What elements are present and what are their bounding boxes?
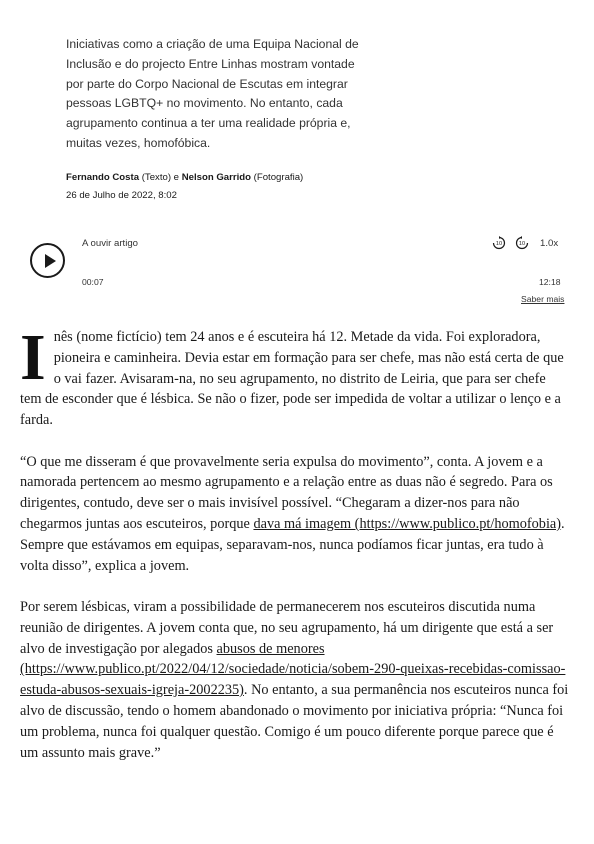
learn-more-link[interactable]: Saber mais	[521, 294, 565, 304]
lead-line: muitas vezes, homofóbica.	[66, 135, 211, 150]
paragraph-text: nês (nome fictício) tem 24 anos e é escuteira há 12. Metade da vida. Foi exploradora, pioneira e caminheira. Devia estar em formação para ser chefe, mas não está certa de que o vai fazer. Avisaram-na, no seu agrupamento, no distrito de Leiria, que para ser chefe tem de esconder que é lésbica. Se não o fizer, pode ser impedida de voltar a utilizar o lenço e a farda.	[20, 329, 564, 429]
total-time: 12:18	[539, 277, 561, 287]
author-role: (Texto) e	[139, 172, 182, 183]
inline-link-abusos[interactable]: abusos de menores (https://www.publico.pt/2022/04/12/sociedade/noticia/sobem-290-queixas-recebidas-comissao-estuda-abusos-sexuais-igreja-2002235)	[20, 640, 566, 699]
article-paragraph	[20, 597, 569, 763]
playback-speed-button[interactable]: 1.0x	[540, 238, 559, 249]
paragraph-text: . No entanto, a sua permanência nos escuteiros nunca foi alvo de discussão, tendo o homem abandonado o movimento por iniciativa própria: “Nunca foi um problema, nunca foi qualquer questão. Comigo é um pouco diferente porque parece que é um assunto mais grave.”	[20, 682, 569, 761]
player-label: A ouvir artigo	[82, 238, 138, 249]
inline-link-homofobia[interactable]: dava má imagem (https://www.publico.pt/homofobia)	[253, 515, 562, 532]
paragraph-text: Por serem lésbicas, viram a possibilidade de permanecerem nos escuteiros discutida numa reunião de dirigentes. A jovem conta que, no seu agrupamento, há um dirigente que está a ser alvo de investigação por alegados	[20, 598, 554, 657]
svg-text:10: 10	[495, 241, 503, 248]
article-body	[20, 321, 569, 784]
forward-10-icon[interactable]	[515, 236, 529, 250]
current-time: 00:07	[82, 277, 104, 287]
play-icon	[44, 254, 56, 268]
author-link[interactable]: Fernando Costa	[66, 172, 140, 183]
paragraph-text: . Sempre que estávamos em equipas, separavam-nos, nunca podíamos ficar juntas, era tudo à volta disso”, explica a jovem.	[20, 515, 565, 574]
lead-line: Iniciativas como a criação de uma Equipa Nacional de	[66, 37, 359, 51]
byline	[66, 172, 303, 183]
paragraph-text: “O que me disseram é que provavelmente seria expulsa do movimento”, conta. A jovem e a namorada pertencem ao mesmo agrupamento e a relação entre as duas não é segredo. Para os dirigentes, contudo, deve ser o mais invisível possível. “Chegaram a dizer-nos para não chegarmos juntas aos escuteiros, porque	[20, 453, 553, 532]
play-button[interactable]	[30, 243, 65, 278]
lead-line: Inclusão e do projecto Entre Linhas mostram vontade	[66, 56, 355, 71]
svg-text:10: 10	[518, 241, 526, 248]
article-paragraph	[20, 321, 569, 431]
lead-line: pessoas LGBTQ+ no movimento. No entanto, cada	[66, 96, 343, 111]
drop-cap: I	[20, 321, 46, 394]
article-paragraph	[20, 452, 569, 577]
author-role: (Fotografia)	[251, 172, 304, 183]
publish-date: 26 de Julho de 2022, 8:02	[66, 190, 177, 201]
author-link[interactable]: Nelson Garrido	[181, 172, 251, 183]
lead-line: agrupamento continua a ter uma realidade própria e,	[66, 116, 351, 131]
rewind-10-icon[interactable]	[492, 236, 506, 250]
lead-line: por parte do Corpo Nacional de Escutas em integrar	[66, 76, 348, 91]
article-lead	[66, 35, 386, 154]
